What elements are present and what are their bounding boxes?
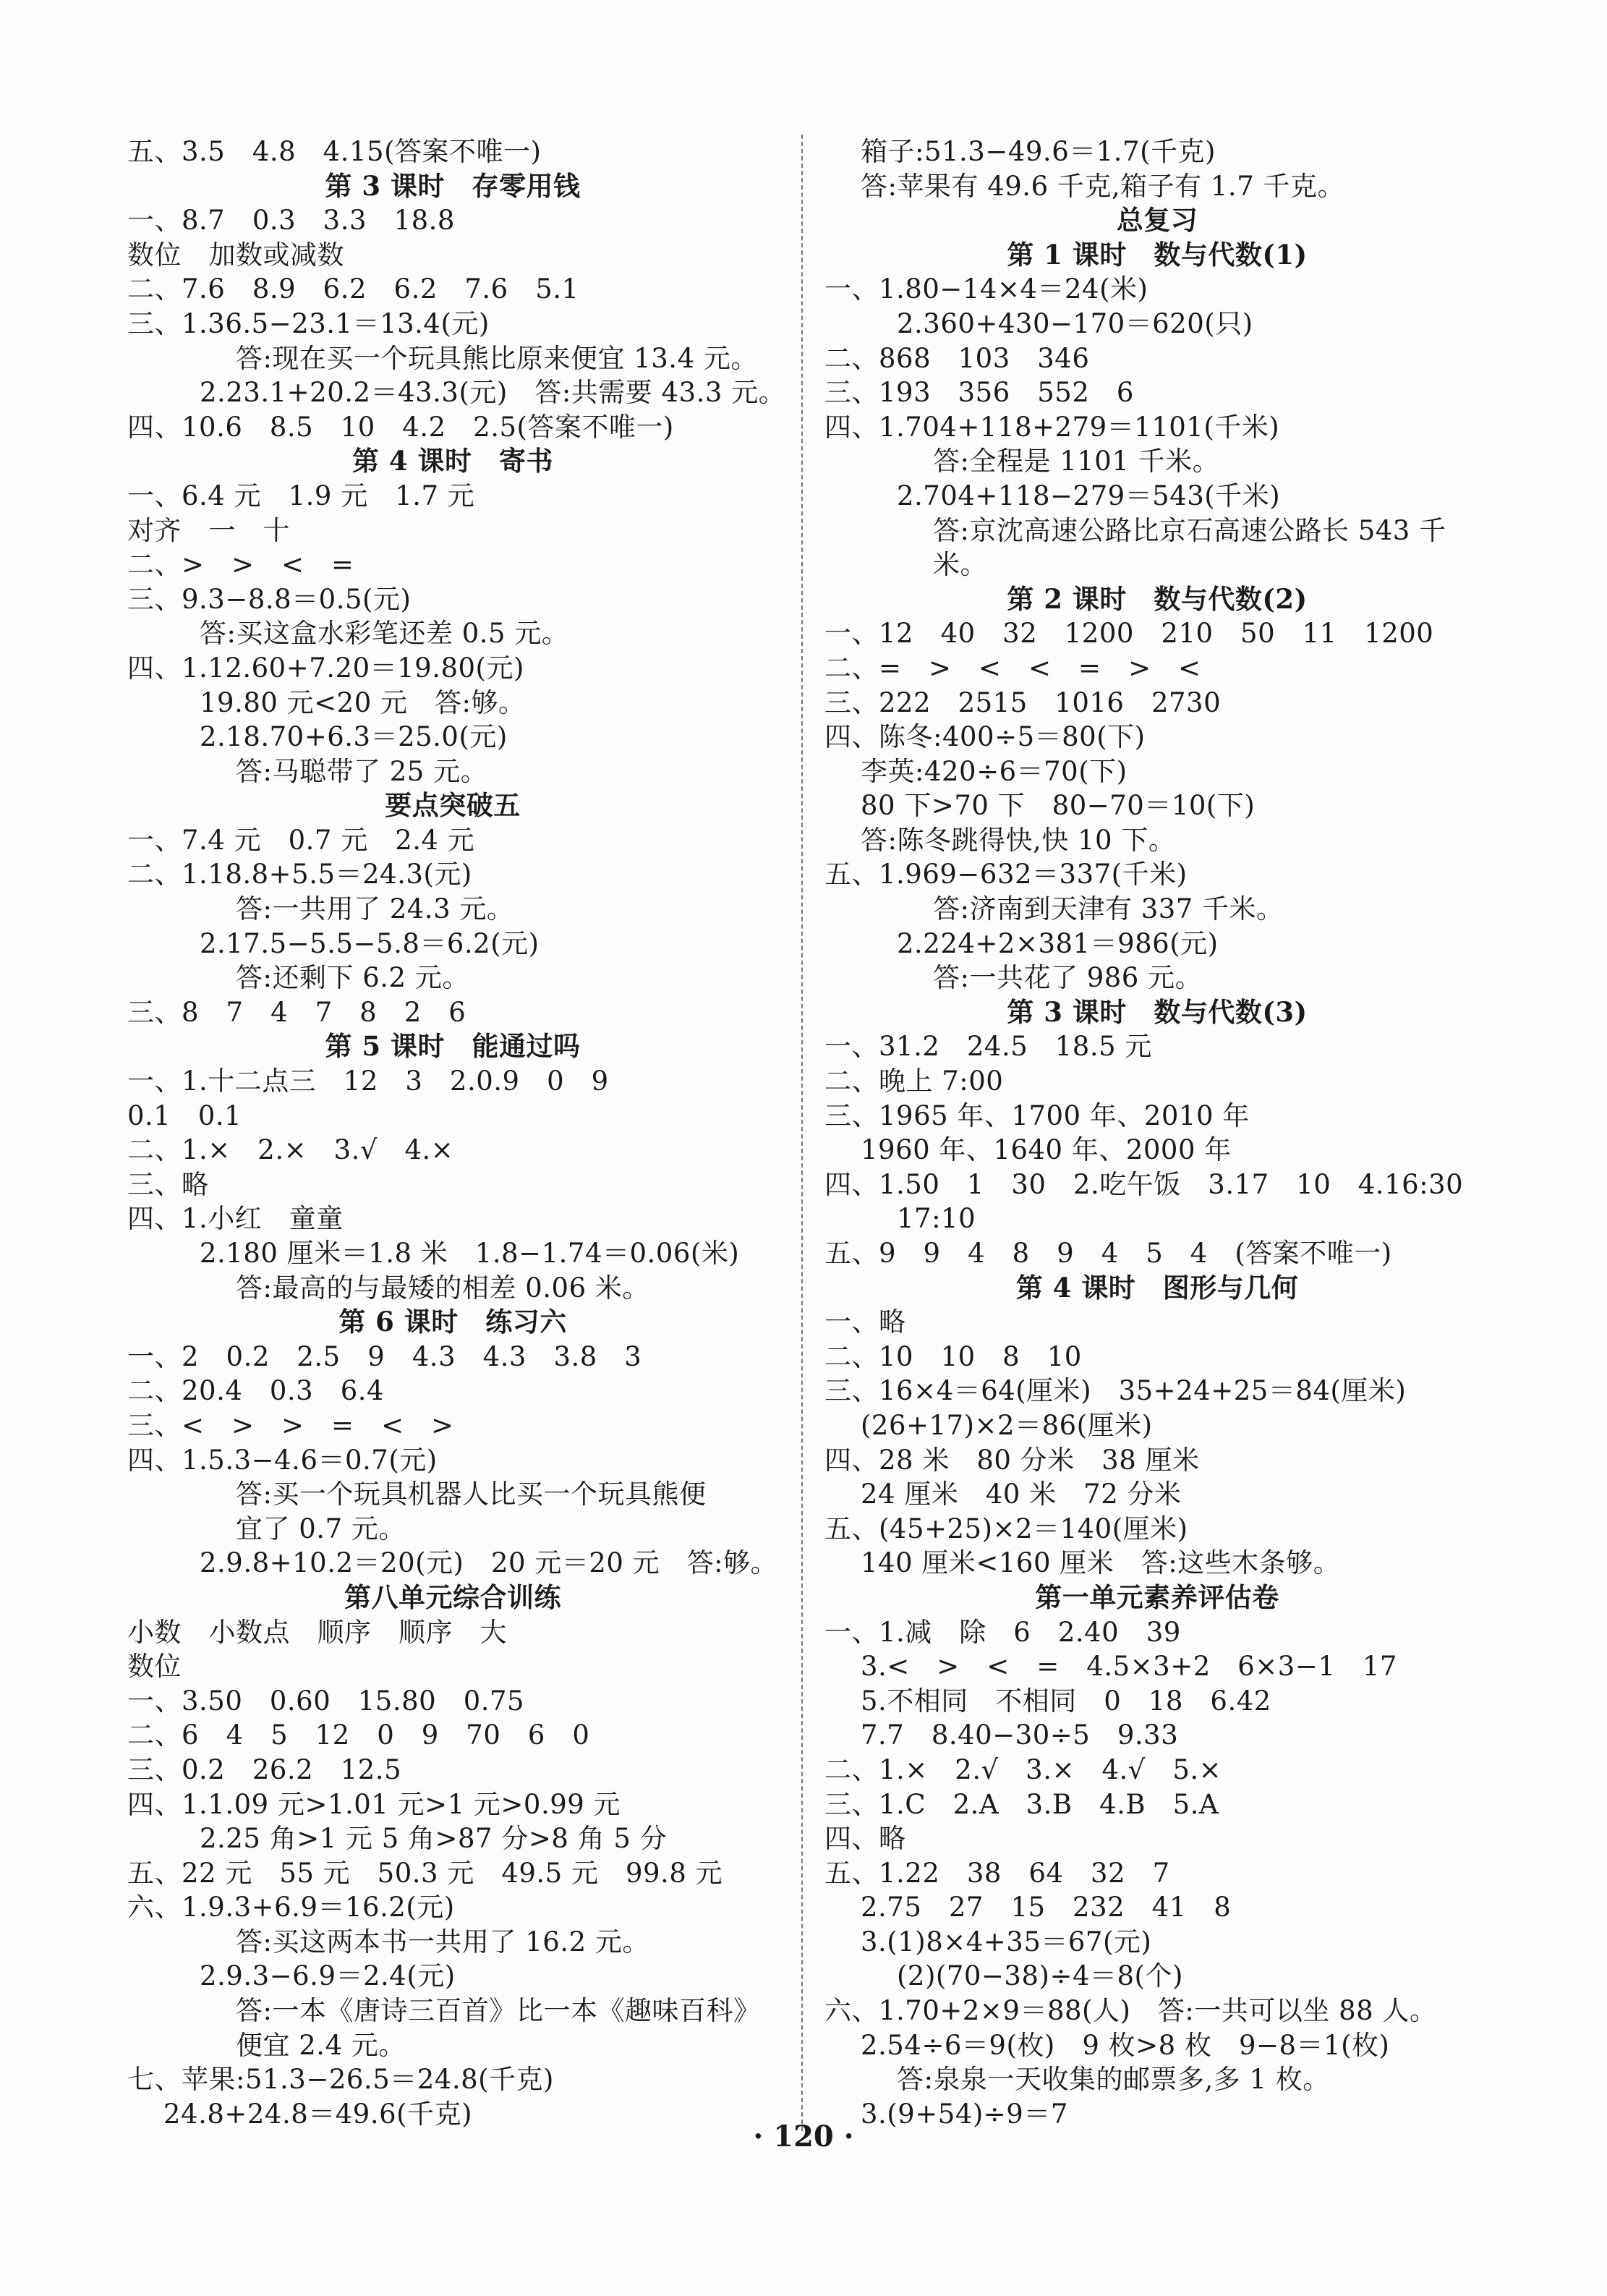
section-heading: 第 3 课时 存零用钱 [325, 169, 581, 202]
answer-line: 2.9.3−6.9＝2.4(元) [200, 1960, 456, 1992]
answer-line: 五、9 9 4 8 9 4 5 4 (答案不唯一) [824, 1238, 1392, 1269]
answer-line: 米。 [933, 549, 987, 581]
answer-line: 2.17.5−5.5−5.8＝6.2(元) [200, 927, 540, 959]
answer-line: 2.75 27 15 232 41 8 [861, 1892, 1232, 1923]
answer-line: 三、193 356 552 6 [824, 377, 1134, 409]
answer-line: 二、= > < < = > < [824, 652, 1201, 684]
answer-line: 19.80 元<20 元 答:够。 [200, 686, 526, 718]
answer-line: 一、8.7 0.3 3.3 18.8 [127, 205, 455, 237]
answer-line: 七、苹果:51.3−26.5＝24.8(千克) [127, 2064, 554, 2096]
answer-line: 三、9.3−8.8＝0.5(元) [127, 583, 412, 615]
answer-line: 2.9.8+10.2＝20(元) 20 元＝20 元 答:够。 [200, 1547, 778, 1579]
answer-line: 0.1 0.1 [127, 1100, 242, 1131]
answer-line: 答:买一个玩具机器人比买一个玩具熊便 [236, 1479, 707, 1510]
answer-line: 一、7.4 元 0.7 元 2.4 元 [127, 824, 475, 856]
answer-line: 五、1.969−632＝337(千米) [824, 859, 1188, 890]
answer-line: 四、略 [824, 1823, 906, 1855]
answer-line: 便宜 2.4 元。 [236, 2029, 406, 2061]
answer-line: 四、1.1.09 元>1.01 元>1 元>0.99 元 [127, 1788, 621, 1820]
answer-line: 李英:420÷6＝70(下) [861, 755, 1128, 787]
answer-line: 三、1965 年、1700 年、2010 年 [824, 1100, 1250, 1131]
answer-line: 2.25 角>1 元 5 角>87 分>8 角 5 分 [200, 1823, 668, 1855]
section-heading: 第 1 课时 数与代数(1) [1007, 238, 1308, 271]
section-heading: 第 6 课时 练习六 [338, 1306, 567, 1338]
answer-line: 2.704+118−279＝543(千米) [897, 480, 1281, 511]
answer-line: 答:全程是 1101 千米。 [933, 446, 1220, 477]
answer-line: 答:现在买一个玩具熊比原来便宜 13.4 元。 [236, 342, 758, 374]
section-heading: 第一单元素养评估卷 [1035, 1581, 1279, 1613]
answer-line: 四、1.704+118+279＝1101(千米) [824, 411, 1280, 443]
answer-line: 答:还剩下 6.2 元。 [236, 962, 469, 994]
answer-line: 2.23.1+20.2＝43.3(元) 答:共需要 43.3 元。 [200, 377, 786, 409]
answer-line: 2.180 厘米＝1.8 米 1.8−1.74＝0.06(米) [200, 1238, 740, 1269]
answer-line: 一、12 40 32 1200 210 50 11 1200 [824, 618, 1434, 650]
column-divider [801, 135, 803, 2131]
answer-line: 3.< > < = 4.5×3+2 6×3−1 17 [861, 1651, 1397, 1683]
section-heading: 第 3 课时 数与代数(3) [1007, 995, 1308, 1028]
answer-line: 一、2 0.2 2.5 9 4.3 4.3 3.8 3 [127, 1340, 642, 1372]
answer-line: 四、1.50 1 30 2.吃午饭 3.17 10 4.16:30 [824, 1168, 1464, 1200]
answer-line: 二、晚上 7:00 [824, 1066, 1004, 1097]
answer-line: 3.(1)8×4+35＝67(元) [861, 1926, 1152, 1957]
answer-line: 三、1.C 2.A 3.B 4.B 5.A [824, 1788, 1219, 1820]
answer-line: 140 厘米<160 厘米 答:这些木条够。 [861, 1547, 1341, 1579]
answer-line: 数位 [127, 1651, 182, 1683]
answer-line: 24 厘米 40 米 72 分米 [861, 1479, 1182, 1510]
section-heading: 第 4 课时 寄书 [351, 445, 553, 477]
answer-line: 3.(9+54)÷9＝7 [861, 2098, 1068, 2130]
answer-line: 四、1.小红 童童 [127, 1203, 344, 1235]
answer-line: 答:买这两本书一共用了 16.2 元。 [236, 1926, 649, 1957]
answer-line: 5.不相同 不相同 0 18 6.42 [861, 1685, 1271, 1717]
answer-line: (26+17)×2＝86(厘米) [861, 1409, 1153, 1441]
answer-line: 一、6.4 元 1.9 元 1.7 元 [127, 480, 475, 511]
answer-line: 答:最高的与最矮的相差 0.06 米。 [236, 1272, 649, 1304]
answer-line: 三、222 2515 1016 2730 [824, 686, 1222, 718]
answer-line: 一、1.80−14×4＝24(米) [824, 273, 1148, 305]
answer-line: 三、略 [127, 1168, 209, 1200]
answer-line: 三、0.2 26.2 12.5 [127, 1753, 402, 1785]
answer-line: 四、1.12.60+7.20＝19.80(元) [127, 652, 524, 684]
answer-line: 7.7 8.40−30÷5 9.33 [861, 1719, 1179, 1751]
answer-line: 箱子:51.3−49.6＝1.7(千克) [861, 136, 1216, 167]
answer-line: 四、1.5.3−4.6＝0.7(元) [127, 1444, 438, 1476]
answer-line: 答:一共用了 24.3 元。 [236, 893, 514, 925]
answer-line: 二、1.× 2.√ 3.× 4.√ 5.× [824, 1753, 1222, 1785]
answer-line: 三、< > > = < > [127, 1409, 454, 1441]
section-heading: 第 4 课时 图形与几何 [1015, 1271, 1299, 1304]
answer-line: 二、1.18.8+5.5＝24.3(元) [127, 859, 472, 890]
answer-line: 2.360+430−170＝620(只) [897, 307, 1253, 339]
answer-line: 二、6 4 5 12 0 9 70 6 0 [127, 1719, 590, 1751]
answer-line: 三、8 7 4 7 8 2 6 [127, 996, 466, 1028]
answer-line: 三、16×4＝64(厘米) 35+24+25＝84(厘米) [824, 1375, 1407, 1407]
section-heading: 总复习 [1116, 204, 1198, 237]
answer-line: 2.224+2×381＝986(元) [897, 927, 1219, 959]
right-answer-column [824, 135, 1490, 2131]
answer-line: 答:京沈高速公路比京石高速公路长 543 千 [933, 514, 1446, 546]
answer-line: 一、31.2 24.5 18.5 元 [824, 1031, 1152, 1063]
answer-line: 一、1.减 除 6 2.40 39 [824, 1616, 1181, 1648]
answer-line: 三、1.36.5−23.1＝13.4(元) [127, 307, 490, 339]
answer-line: 四、陈冬:400÷5＝80(下) [824, 721, 1146, 753]
answer-line: 2.18.70+6.3＝25.0(元) [200, 721, 508, 753]
answer-line: 数位 加数或减数 [127, 239, 344, 271]
answer-line: 答:买这盒水彩笔还差 0.5 元。 [200, 618, 569, 650]
answer-line: 宜了 0.7 元。 [236, 1513, 406, 1544]
section-heading: 第 5 课时 能通过吗 [325, 1030, 581, 1063]
answer-line: 24.8+24.8＝49.6(千克) [163, 2098, 473, 2130]
answer-line: 四、10.6 8.5 10 4.2 2.5(答案不唯一) [127, 411, 674, 443]
answer-line: 答:陈冬跳得快,快 10 下。 [861, 824, 1176, 856]
answer-line: 二、7.6 8.9 6.2 6.2 7.6 5.1 [127, 273, 579, 305]
section-heading: 要点突破五 [385, 789, 521, 822]
answer-line: 五、1.22 38 64 32 7 [824, 1857, 1170, 1889]
answer-line: 二、> > < = [127, 549, 354, 581]
answer-line: 六、1.9.3+6.9＝16.2(元) [127, 1892, 455, 1923]
answer-line: 答:济南到天津有 337 千米。 [933, 893, 1284, 925]
answer-line: 五、22 元 55 元 50.3 元 49.5 元 99.8 元 [127, 1857, 723, 1889]
answer-line: 17:10 [897, 1203, 976, 1235]
page-number: · 120 · [753, 2119, 854, 2153]
answer-line: 答:一本《唐诗三百首》比一本《趣味百科》 [236, 1995, 761, 2027]
answer-line: 小数 小数点 顺序 顺序 大 [127, 1616, 507, 1648]
answer-line: 答:苹果有 49.6 千克,箱子有 1.7 千克。 [861, 170, 1344, 202]
answer-line: 一、1.十二点三 12 3 2.0.9 0 9 [127, 1066, 609, 1097]
section-heading: 第 2 课时 数与代数(2) [1007, 582, 1308, 615]
answer-line: 二、20.4 0.3 6.4 [127, 1375, 385, 1407]
answer-line: 一、略 [824, 1306, 906, 1338]
answer-line: 答:泉泉一天收集的邮票多,多 1 枚。 [897, 2064, 1330, 2096]
answer-line: 答:一共花了 986 元。 [933, 962, 1203, 994]
answer-line: 1960 年、1640 年、2000 年 [861, 1134, 1232, 1166]
answer-line: 二、868 103 346 [824, 342, 1090, 374]
answer-line: 二、1.× 2.× 3.√ 4.× [127, 1134, 454, 1166]
answer-line: 对齐 一 十 [127, 514, 290, 546]
answer-line: (2)(70−38)÷4＝8(个) [897, 1960, 1183, 1992]
answer-line: 六、1.70+2×9＝88(人) 答:一共可以坐 88 人。 [824, 1995, 1437, 2027]
answer-line: 四、28 米 80 分米 38 厘米 [824, 1444, 1200, 1476]
answer-line: 五、(45+25)×2＝140(厘米) [824, 1513, 1188, 1544]
answer-line: 2.54÷6＝9(枚) 9 枚>8 枚 9−8＝1(枚) [861, 2029, 1390, 2061]
left-answer-column [127, 135, 786, 2131]
section-heading: 第八单元综合训练 [344, 1581, 561, 1613]
answer-line: 一、3.50 0.60 15.80 0.75 [127, 1685, 525, 1717]
answer-line: 80 下>70 下 80−70＝10(下) [861, 790, 1256, 822]
answer-line: 答:马聪带了 25 元。 [236, 755, 488, 787]
answer-line: 二、10 10 8 10 [824, 1340, 1082, 1372]
answer-line: 五、3.5 4.8 4.15(答案不唯一) [127, 136, 542, 167]
